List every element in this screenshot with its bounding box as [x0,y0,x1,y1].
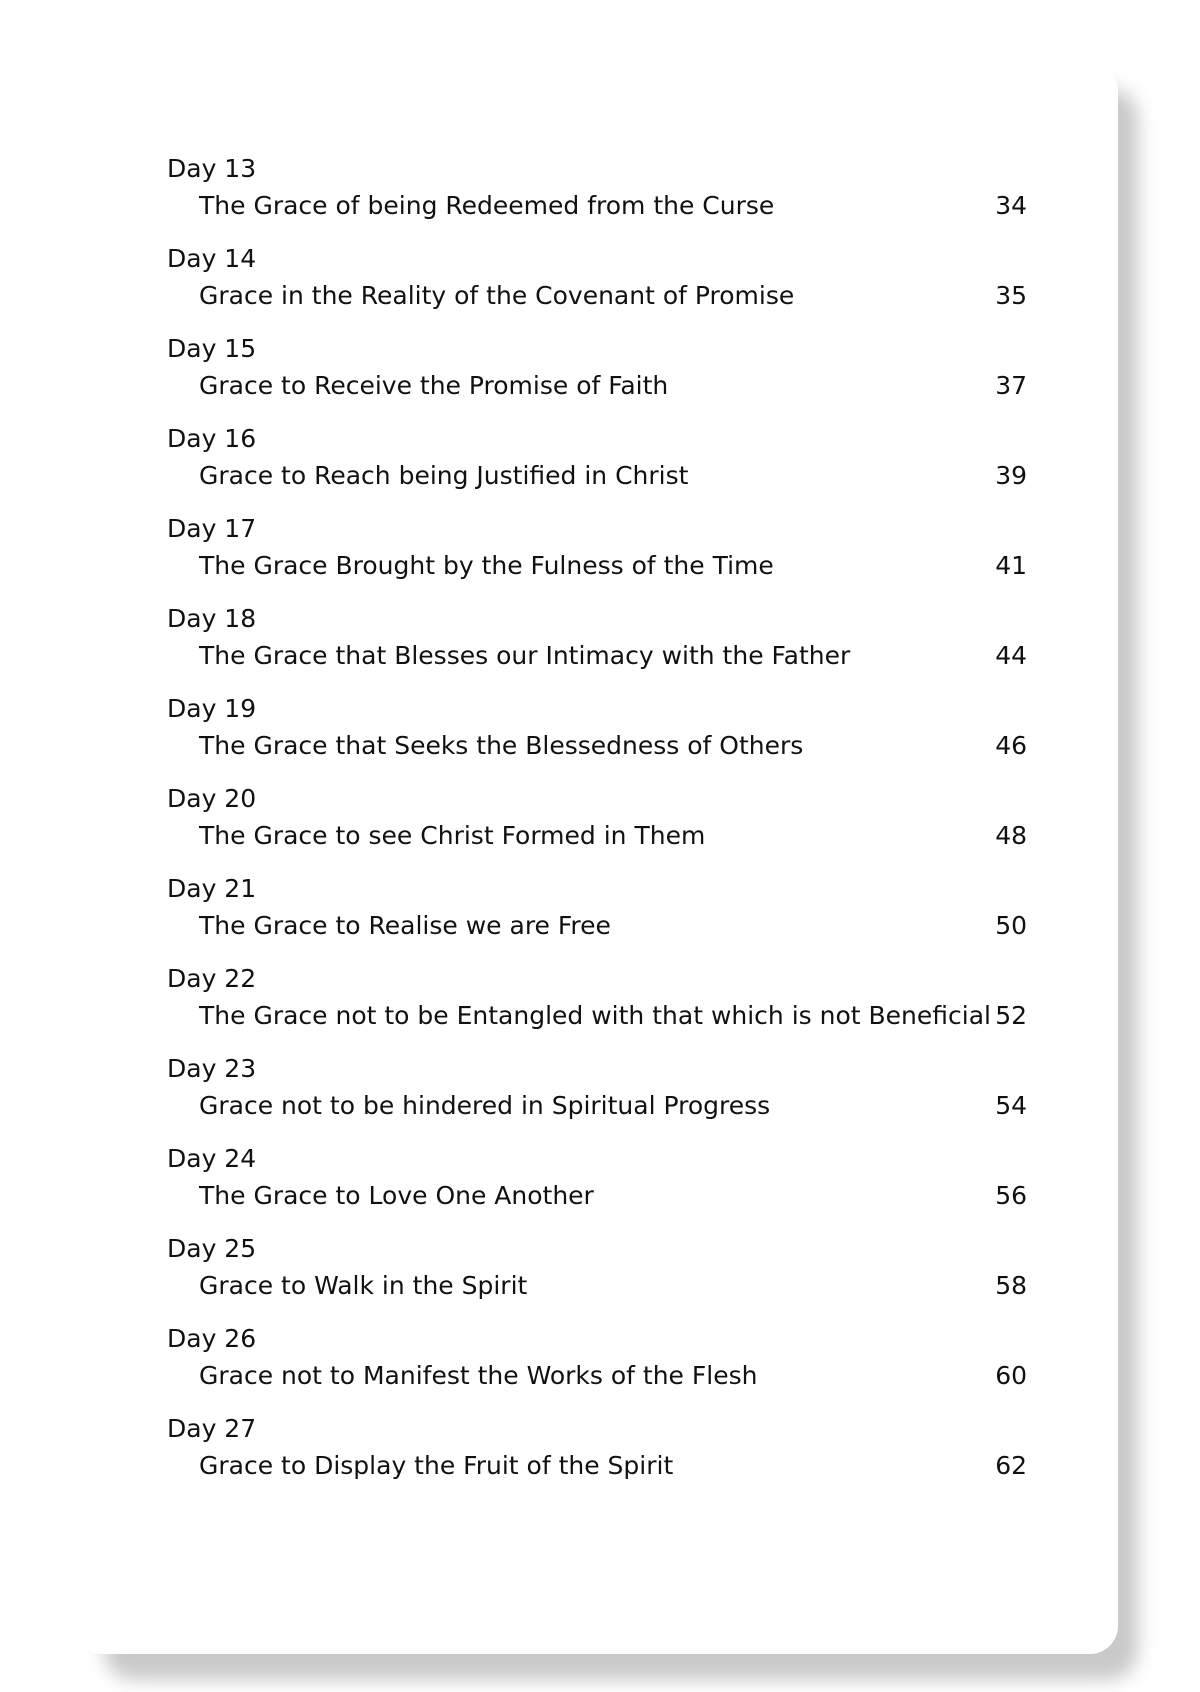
toc-day-label: Day 16 [167,424,257,453]
toc-page-number: 50 [995,911,1027,940]
toc-entry-title: Grace to Receive the Promise of Faith [199,371,669,400]
toc-entry-title: Grace not to Manifest the Works of the Flesh [199,1361,758,1390]
toc-day-label: Day 14 [167,244,257,273]
toc-entry-title: Grace not to be hindered in Spiritual Progress [199,1091,771,1120]
toc-entry-title: Grace to Display the Fruit of the Spirit [199,1451,674,1480]
toc-entry[interactable] [167,960,1027,1050]
toc-entry-title: The Grace that Seeks the Blessedness of Others [199,731,804,760]
toc-page-number: 39 [995,461,1027,490]
toc-page-number: 52 [995,1001,1027,1030]
toc-entry[interactable] [167,1410,1027,1500]
toc-day-label: Day 22 [167,964,257,993]
toc-page-number: 56 [995,1181,1027,1210]
toc-page-number: 35 [995,281,1027,310]
toc-day-label: Day 27 [167,1414,257,1443]
toc-entry-title: The Grace to Love One Another [199,1181,594,1210]
toc-page-number: 41 [995,551,1027,580]
toc-day-label: Day 26 [167,1324,257,1353]
toc-entry[interactable] [167,870,1027,960]
toc-entry[interactable] [167,240,1027,330]
toc-day-label: Day 15 [167,334,257,363]
toc-entry[interactable] [167,330,1027,420]
toc-page-number: 62 [995,1451,1027,1480]
toc-day-label: Day 13 [167,154,257,183]
toc-page-number: 54 [995,1091,1027,1120]
toc-entry-title: The Grace not to be Entangled with that which is not Beneficial [199,1001,991,1030]
toc-entry-title: The Grace of being Redeemed from the Curse [199,191,775,220]
toc-entry-title: Grace to Reach being Justified in Christ [199,461,689,490]
toc-day-label: Day 25 [167,1234,257,1263]
toc-day-label: Day 21 [167,874,257,903]
toc-entry-title: The Grace to see Christ Formed in Them [199,821,706,850]
toc-entry-title: Grace in the Reality of the Covenant of Promise [199,281,795,310]
toc-entry[interactable] [167,1140,1027,1230]
toc-entry[interactable] [167,1230,1027,1320]
toc-entry[interactable] [167,510,1027,600]
toc-entry-title: The Grace that Blesses our Intimacy with the Father [199,641,851,670]
toc-day-label: Day 17 [167,514,257,543]
toc-entry[interactable] [167,150,1027,240]
toc-page-number: 60 [995,1361,1027,1390]
toc-page-number: 48 [995,821,1027,850]
toc-day-label: Day 23 [167,1054,257,1083]
toc-day-label: Day 19 [167,694,257,723]
toc-entry[interactable] [167,1320,1027,1410]
toc-entry[interactable] [167,600,1027,690]
toc-page-number: 37 [995,371,1027,400]
toc-page-number: 34 [995,191,1027,220]
table-of-contents [167,150,1027,1500]
toc-day-label: Day 18 [167,604,257,633]
toc-entry[interactable] [167,690,1027,780]
toc-entry-title: The Grace Brought by the Fulness of the Time [199,551,774,580]
toc-entry-title: Grace to Walk in the Spirit [199,1271,528,1300]
toc-entry[interactable] [167,420,1027,510]
toc-page-number: 46 [995,731,1027,760]
toc-day-label: Day 20 [167,784,257,813]
toc-entry-title: The Grace to Realise we are Free [199,911,611,940]
toc-page-number: 58 [995,1271,1027,1300]
toc-day-label: Day 24 [167,1144,257,1173]
toc-page-number: 44 [995,641,1027,670]
toc-entry[interactable] [167,780,1027,870]
toc-entry[interactable] [167,1050,1027,1140]
